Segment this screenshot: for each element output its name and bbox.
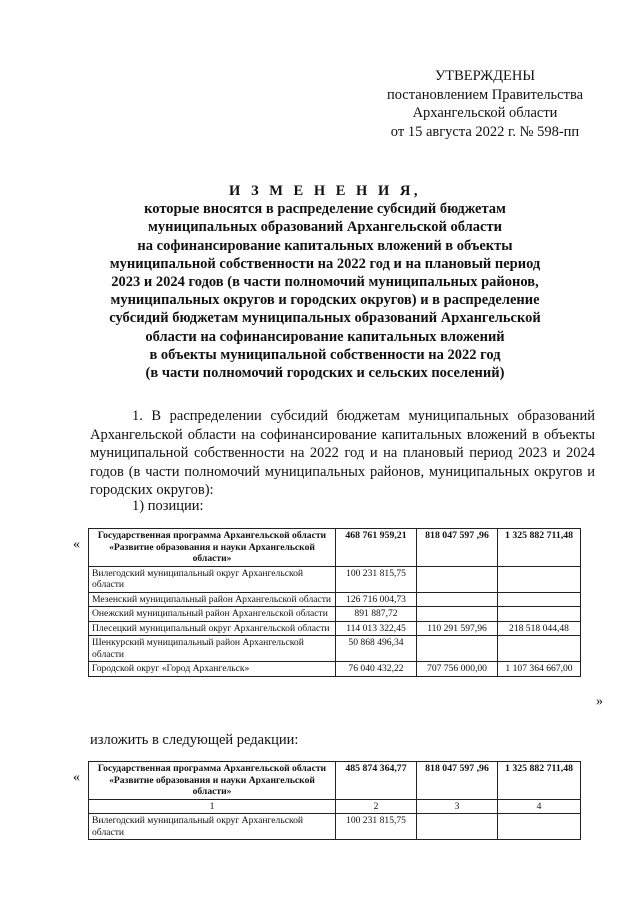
table-row <box>89 636 581 662</box>
table-cell: 50 868 496,34 <box>336 636 417 662</box>
table-cell <box>417 566 498 592</box>
table-cell: 1 325 882 711,48 <box>498 529 581 567</box>
table-cell: 891 887,72 <box>336 607 417 622</box>
title-line: области на софинансирование капитальных вложений <box>145 328 505 345</box>
approval-block <box>370 67 600 141</box>
table-cell: 2 <box>336 799 417 814</box>
table-cell <box>498 592 581 607</box>
table-cell <box>417 607 498 622</box>
table-cell: 4 <box>498 799 581 814</box>
table-row <box>89 529 581 567</box>
title-heading: И З М Е Н Е Н И Я, <box>229 183 421 199</box>
table-cell: Шенкурский муниципальный район Архангельской области <box>89 636 336 662</box>
table-cell: 114 013 322,45 <box>336 621 417 636</box>
table-cell: 707 756 000,00 <box>417 662 498 677</box>
table-cell: 485 874 364,77 <box>336 762 417 800</box>
title-line: (в части полномочий городских и сельских поселений) <box>145 365 505 382</box>
table-row <box>89 566 581 592</box>
positions-table-new <box>88 761 581 840</box>
close-quote: » <box>596 694 603 709</box>
positions-table-old <box>88 528 581 677</box>
open-quote: « <box>73 537 80 552</box>
table-row <box>89 662 581 677</box>
table-cell: 818 047 597 ,96 <box>417 529 498 567</box>
title-line: 2023 и 2024 годов (в части полномочий муниципальных районов, <box>111 274 539 291</box>
table-cell: 1 <box>89 799 336 814</box>
title-line: на софинансирование капитальных вложений в объекты <box>137 237 513 254</box>
approval-line: от 15 августа 2022 г. № 598-пп <box>390 123 580 140</box>
table-cell: 1 325 882 711,48 <box>498 762 581 800</box>
table-cell: Вилегодский муниципальный округ Архангельской области <box>89 566 336 592</box>
paragraph-2: изложить в следующей редакции: <box>90 732 299 748</box>
table-cell <box>498 814 581 840</box>
table-row <box>89 607 581 622</box>
table-cell <box>417 636 498 662</box>
table-cell: 218 518 044,48 <box>498 621 581 636</box>
approval-line: Архангельской области <box>412 105 558 121</box>
table-cell: Городской округ «Город Архангельск» <box>89 662 336 677</box>
table-row <box>89 814 581 840</box>
table-cell: Плесецкий муниципальный округ Архангельской области <box>89 621 336 636</box>
table-cell: 468 761 959,21 <box>336 529 417 567</box>
table-cell <box>417 814 498 840</box>
table-cell: Государственная программа Архангельской области «Развитие образования и науки Архангельской области» <box>89 529 336 567</box>
table-cell: 818 047 597 ,96 <box>417 762 498 800</box>
approval-line: постановлением Правительства <box>386 86 584 103</box>
table-cell: 3 <box>417 799 498 814</box>
title-line: которые вносятся в распределение субсидий бюджетам <box>144 201 506 218</box>
table-cell: 76 040 432,22 <box>336 662 417 677</box>
open-quote: « <box>73 770 80 785</box>
paragraph-1-sub: 1) позиции: <box>132 498 204 514</box>
document-title <box>90 182 560 382</box>
paragraph-1: 1. В распределении субсидий бюджетам муниципальных образований Архангельской области на софинансирование капитальных вложений в объекты муниципальной собственности на 2022 год и на плановый период 2023 и 2024 годов (в части полномочий муниципальных районов, муниципальных округов и городских округов): <box>90 408 595 498</box>
table-cell: Государственная программа Архангельской области «Развитие образования и науки Архангельской области» <box>89 762 336 800</box>
title-line: субсидий бюджетам муниципальных образований Архангельской <box>109 310 541 327</box>
table-cell <box>417 592 498 607</box>
table-cell: Вилегодский муниципальный округ Архангельской области <box>89 814 336 840</box>
table-row <box>89 592 581 607</box>
table-cell: Мезенский муниципальный район Архангельской области <box>89 592 336 607</box>
table-cell <box>498 566 581 592</box>
table-cell: 1 107 364 667,00 <box>498 662 581 677</box>
table-cell: 100 231 815,75 <box>336 814 417 840</box>
approval-line: УТВЕРЖДЕНЫ <box>434 68 536 84</box>
table-cell <box>498 607 581 622</box>
title-line: муниципальных округов и городских округов) и в распределение <box>110 292 540 309</box>
table-cell: 100 231 815,75 <box>336 566 417 592</box>
table-row <box>89 762 581 800</box>
table-row <box>89 799 581 814</box>
table-row <box>89 621 581 636</box>
title-line: муниципальной собственности на 2022 год и на плановый период <box>109 255 541 272</box>
table-cell: 110 291 597,96 <box>417 621 498 636</box>
title-line: муниципальных образований Архангельской области <box>148 219 502 236</box>
title-line: в объекты муниципальной собственности на 2022 год <box>149 346 501 363</box>
table-cell <box>498 636 581 662</box>
table-cell: 126 716 004,73 <box>336 592 417 607</box>
table-cell: Онежский муниципальный район Архангельской области <box>89 607 336 622</box>
